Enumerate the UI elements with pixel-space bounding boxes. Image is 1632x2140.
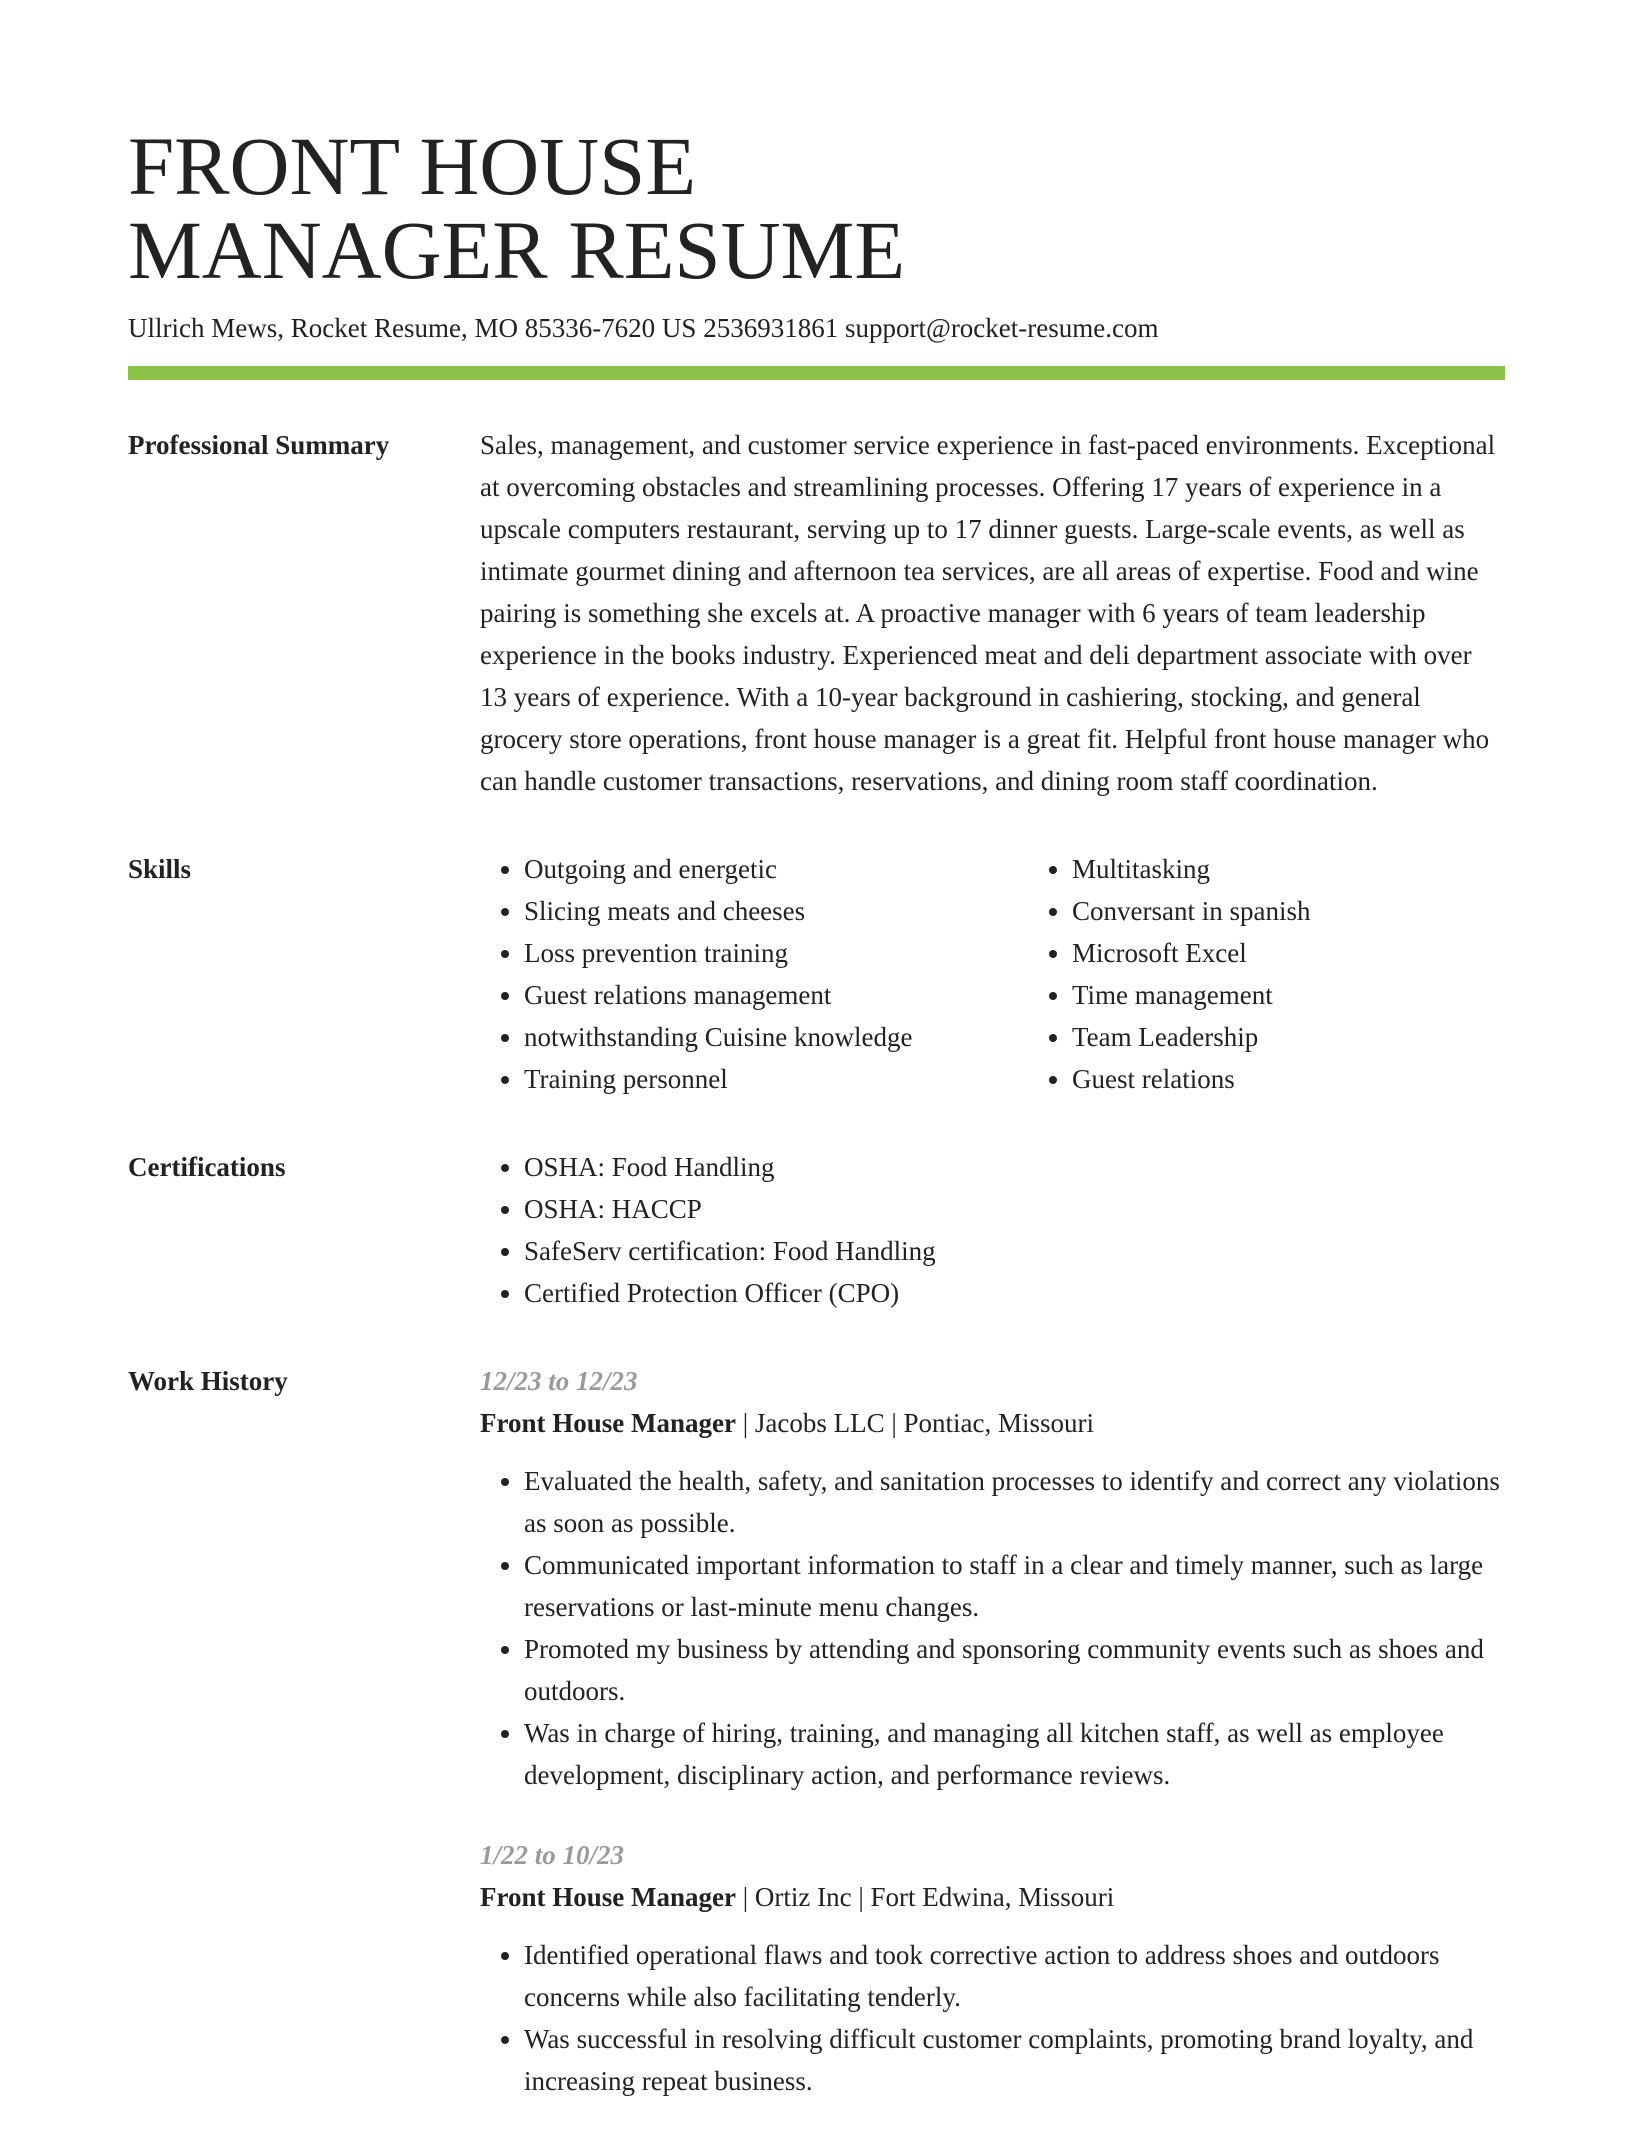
skill-item: • Time management [1072,974,1576,1016]
job-role: Front House Manager [480,1408,736,1438]
skill-item: • Multitasking [1072,848,1576,890]
contact-line: Ullrich Mews, Rocket Resume, MO 85336-7620 US 2536931861 support@rocket-resume.com [128,313,1159,343]
job-company-location: | Ortiz Inc | Fort Edwina, Missouri [735,1882,1115,1912]
job-role: Front House Manager [480,1882,736,1912]
skill-item: • Outgoing and energetic [524,848,1028,890]
title-line-1: FRONT HOUSE [128,120,697,212]
job-heading [480,1876,1505,1918]
job-duties [480,1460,1505,1796]
job-duty-item: • Promoted my business by attending and sponsoring community events such as shoes and outdoors. [524,1628,1505,1712]
skills-column-2 [1028,848,1576,1100]
skill-item: • Microsoft Excel [1072,932,1576,974]
job-duty-item: • Identified operational flaws and took corrective action to address shoes and outdoors concerns while also facilitating tenderly. [524,1934,1505,2018]
summary-label: Professional Summary [128,430,390,460]
work-history-section [128,1366,1505,2140]
job-entry [480,1834,1505,2102]
skill-item: • Guest relations management [524,974,1028,1016]
resume-page [128,120,1505,2140]
skills-section [128,854,1505,1100]
job-duty-item: • Evaluated the health, safety, and sanitation processes to identify and correct any violations as soon as possible. [524,1460,1505,1544]
certifications-label: Certifications [128,1152,286,1182]
certification-item: • OSHA: HACCP [524,1188,1505,1230]
skill-item: • Conversant in spanish [1072,890,1576,932]
certification-item: • SafeServ certification: Food Handling [524,1230,1505,1272]
title-line-2: MANAGER RESUME [128,204,906,296]
job-duties [480,1934,1505,2102]
accent-divider [128,366,1505,380]
summary-text: Sales, management, and customer service experience in fast-paced environments. Exceptional at overcoming obstacles and streamlining processes. Offering 17 years of experience in a upscale computers restaurant, serving up to 17 dinner guests. Large-scale events, as well as intimate gourmet dining and afternoon tea services, are all areas of expertise. Food and wine pairing is something she excels at. A proactive manager with 6 years of team leadership experience in the books industry. Experienced meat and deli department associate with over 13 years of experience. With a 10-year background in cashiering, stocking, and general grocery store operations, front house manager is a great fit. Helpful front house manager who can handle customer transactions, reservations, and dining room staff coordination. [480,430,1496,796]
job-duty-item: • Communicated important information to staff in a clear and timely manner, such as large reservations or last-minute menu changes. [524,1544,1505,1628]
job-company-location: | Jacobs LLC | Pontiac, Missouri [735,1408,1095,1438]
certification-item: • OSHA: Food Handling [524,1146,1505,1188]
job-dates: 1/22 to 10/23 [480,1840,625,1870]
skills-label: Skills [128,854,192,884]
certifications-section [128,1152,1505,1314]
summary-section [128,430,1505,802]
certifications-list [480,1146,1505,1314]
skill-item: • Slicing meats and cheeses [524,890,1028,932]
job-heading [480,1402,1505,1444]
skill-item: • notwithstanding Cuisine knowledge [524,1016,1028,1058]
resume-title [128,120,1505,296]
certification-item: • Certified Protection Officer (CPO) [524,1272,1505,1314]
job-duty-item: • Was in charge of hiring, training, and managing all kitchen staff, as well as employee development, disciplinary action, and performance reviews. [524,1712,1505,1796]
work-history-label: Work History [128,1366,288,1396]
skill-item: • Training personnel [524,1058,1028,1100]
job-dates: 12/23 to 12/23 [480,1366,638,1396]
job-duty-item: • Was successful in resolving difficult customer complaints, promoting brand loyalty, and increasing repeat business. [524,2018,1505,2102]
job-entry [480,1360,1505,1796]
skill-item: • Team Leadership [1072,1016,1576,1058]
skill-item: • Loss prevention training [524,932,1028,974]
skills-column-1 [480,848,1028,1100]
skill-item: • Guest relations [1072,1058,1576,1100]
